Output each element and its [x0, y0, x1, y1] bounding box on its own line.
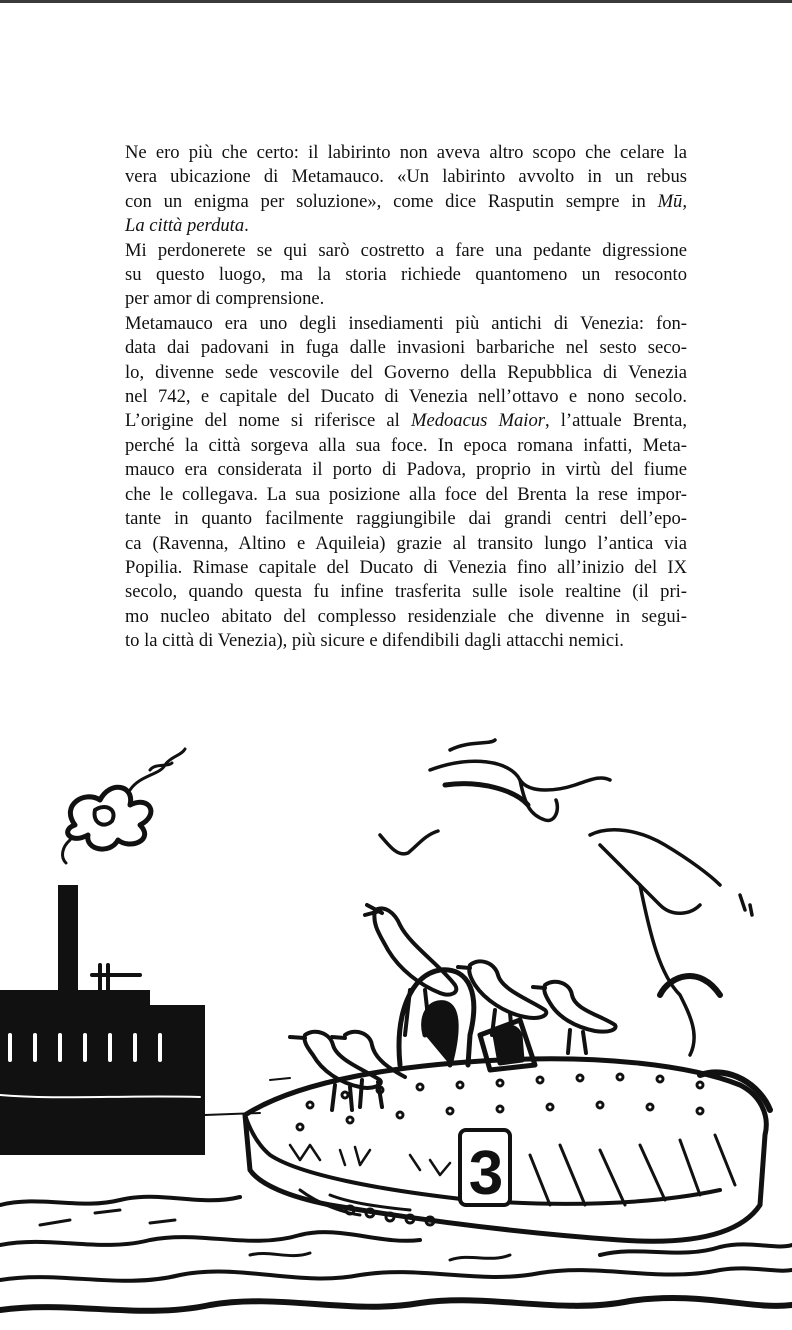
text-line [125, 458, 687, 482]
text-run: tante in quanto facilmente raggiungibile dai grandi centri dell’epo- [125, 508, 687, 530]
text-line [125, 580, 687, 604]
text-run: data dai padovani in fuga dalle invasioni barbariche nel sesto seco- [125, 337, 687, 359]
steamship [0, 885, 205, 1155]
text-line [125, 629, 687, 653]
text-line [125, 507, 687, 531]
smoke-scribble [63, 749, 185, 863]
text-run: mauco era considerata il porto di Padova, proprio in virtù del fiume [125, 459, 687, 481]
text-line [125, 263, 687, 287]
text-line [125, 190, 687, 214]
buoy [245, 1059, 770, 1242]
text-run: Ne ero più che certo: il labirinto non aveva altro scopo che celare la [125, 142, 687, 163]
text-run: L’origine del nome si riferisce al [125, 410, 411, 432]
text-line [125, 385, 687, 409]
text-run: vera ubicazione di Metamauco. «Un labirinto avvolto in un rebus [125, 166, 687, 188]
text-run: . [244, 215, 249, 237]
page-top-rule [0, 0, 792, 3]
text-line [125, 434, 687, 458]
text-line [125, 287, 687, 311]
text-line [125, 556, 687, 580]
text-line [125, 165, 687, 189]
text-run: , l’attuale Brenta, [544, 410, 687, 432]
text-run: secolo, quando questa fu infine trasferita sulle isole realtine (il pri- [125, 581, 687, 603]
text-run: Mi perdonerete se qui sarò costretto a fare una pedante digressione [125, 239, 687, 261]
text-line [125, 312, 687, 336]
text-run: per amor di comprensione. [125, 288, 325, 310]
italic-text: La città perduta [125, 215, 245, 237]
text-run: lo, divenne sede vescovile del Governo della Repubblica di Venezia [125, 361, 687, 383]
text-run: perché la città sorgeva alla sua foce. In epoca romana infatti, Meta- [125, 434, 687, 456]
italic-text: Mū, [657, 190, 687, 212]
text-line [125, 361, 687, 385]
mooring-fittings [399, 970, 535, 1070]
ink-drawing [0, 735, 792, 1330]
illustration-buoy-seagulls [0, 735, 792, 1330]
text-line [125, 239, 687, 263]
text-run: ca (Ravenna, Altino e Aquileia) grazie al transito lungo l’antica via [125, 532, 687, 554]
text-line [125, 409, 687, 433]
italic-text: Medoacus Maior [410, 410, 545, 432]
text-run: con un enigma per soluzione», come dice Rasputin sempre in [125, 190, 658, 212]
text-line [125, 141, 687, 165]
text-run: nel 742, e capitale del Ducato di Venezia nell’ottavo e nono secolo. [125, 386, 687, 408]
text-line [125, 605, 687, 629]
text-run: to la città di Venezia), più sicure e difendibili dagli attacchi nemici. [125, 630, 624, 652]
text-line [125, 336, 687, 360]
text-line [125, 214, 687, 238]
buoy-number: 3 [468, 1139, 504, 1208]
text-run: su questo luogo, ma la storia richiede quantomeno un resoconto [125, 264, 687, 286]
text-run: mo nucleo abitato del complesso residenziale che divenne in segui- [125, 605, 687, 627]
text-line [125, 483, 687, 507]
text-run: che le collegava. La sua posizione alla foce del Brenta la rese impor- [125, 483, 687, 505]
text-line [125, 532, 687, 556]
body-text [125, 141, 687, 654]
text-run: Popilia. Rimase capitale del Ducato di Venezia fino all’inizio del IX [125, 556, 687, 578]
text-run: Metamauco era uno degli insediamenti più antichi di Venezia: fon- [125, 312, 687, 334]
